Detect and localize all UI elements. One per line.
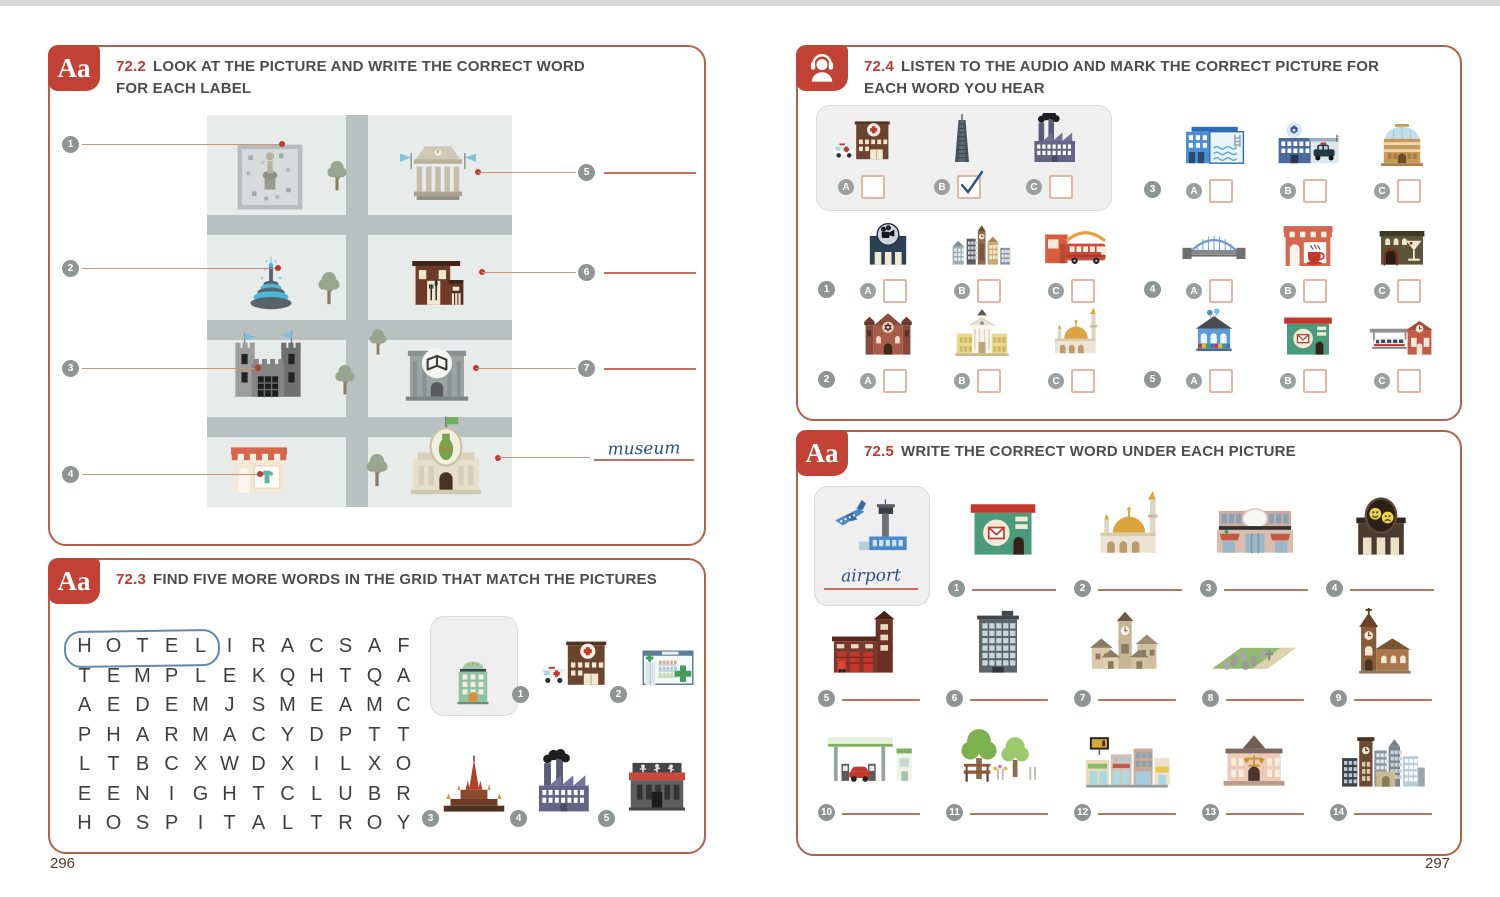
picture-number-3: 3	[1200, 580, 1217, 597]
picture-number-12: 12	[1074, 804, 1091, 821]
grid-letter: S	[135, 812, 150, 834]
grid-letter: T	[368, 723, 381, 746]
grid-letter: U	[338, 782, 353, 805]
grid-letter: O	[105, 812, 122, 834]
skyscraper-icon	[920, 113, 1004, 169]
answer-line-4[interactable]	[82, 474, 260, 475]
checkbox-row1-B[interactable]	[977, 279, 1001, 303]
option-letter-A: A	[860, 373, 876, 389]
grid-letter: M	[134, 664, 151, 687]
grid-letter: H	[222, 782, 237, 805]
badge-label: Aa	[805, 437, 839, 468]
leader-line	[476, 368, 576, 369]
exercise-number: 72.2	[116, 58, 146, 75]
grid-letter: Q	[279, 664, 296, 687]
grid-letter: T	[78, 664, 91, 687]
option-letter-A: A	[838, 179, 854, 195]
option-letter-A: A	[1186, 183, 1202, 199]
answer-line-3[interactable]	[82, 368, 258, 369]
answer-line-12[interactable]	[1098, 813, 1176, 815]
tree-icon	[305, 241, 353, 307]
exercise-72-4-panel	[796, 45, 1462, 421]
grid-letter: B	[135, 753, 150, 775]
town-hall-yellow-icon	[940, 307, 1024, 363]
picture-number-8: 8	[1202, 690, 1219, 707]
factory-icon	[520, 744, 606, 820]
grid-letter: M	[192, 694, 209, 716]
option-letter-C: C	[1374, 283, 1390, 299]
grid-letter: E	[164, 635, 179, 657]
answer-line-14[interactable]	[1354, 813, 1432, 815]
exercise-title: 72.2 LOOK AT THE PICTURE AND WRITE THE CORRECT WORD FOR EACH LABEL	[116, 58, 585, 97]
grid-letter: A	[135, 723, 150, 746]
leader-line	[498, 457, 590, 458]
row-number-3: 3	[1144, 181, 1161, 198]
picture-number-7: 7	[1074, 690, 1091, 707]
leader-line	[482, 272, 576, 273]
grid-letter: I	[197, 812, 204, 834]
grid-letter: A	[280, 635, 295, 657]
grid-letter: M	[279, 694, 296, 716]
row-number-5: 5	[1144, 371, 1161, 388]
checkbox-row2-C[interactable]	[1071, 369, 1095, 393]
picture-number-5: 5	[598, 810, 615, 827]
grid-letter: R	[338, 812, 353, 834]
picture-number-2: 2	[610, 686, 627, 703]
grid-letter: X	[280, 753, 295, 775]
picture-number-6: 6	[946, 690, 963, 707]
pointer-dot	[495, 455, 501, 461]
grid-letter: C	[309, 635, 324, 657]
tree-icon	[315, 131, 359, 193]
grid-letter: C	[251, 723, 266, 746]
pointer-dot	[279, 141, 285, 147]
grid-letter: A	[396, 664, 411, 687]
row-number-1: 1	[818, 281, 835, 298]
mosque-icon	[1076, 490, 1182, 566]
factory-icon	[1012, 113, 1096, 169]
answer-line-2[interactable]	[82, 268, 278, 269]
grid-letter: X	[193, 753, 208, 775]
grid-letter: H	[309, 664, 324, 687]
map-label-2: 2	[62, 260, 79, 277]
checkbox-row4-C[interactable]	[1397, 279, 1421, 303]
grid-letter: H	[77, 812, 92, 834]
checkbox-row3-B[interactable]	[1303, 179, 1327, 203]
badge-label: Aa	[57, 52, 91, 83]
grid-letter: L	[194, 635, 207, 657]
answer-line-6[interactable]	[970, 699, 1048, 701]
grid-letter: L	[339, 753, 352, 775]
picture-number-9: 9	[1330, 690, 1347, 707]
grid-letter: O	[366, 812, 383, 834]
grid-letter: L	[281, 812, 294, 834]
answer-line-4[interactable]	[1350, 589, 1434, 591]
pointer-dot	[275, 265, 281, 271]
picture-number-3: 3	[422, 810, 439, 827]
option-letter-B: B	[954, 373, 970, 389]
option-letter-A: A	[1186, 373, 1202, 389]
circled-word-hotel	[64, 629, 221, 668]
checkbox-row3-C[interactable]	[1397, 179, 1421, 203]
exercise-number: 72.3	[116, 571, 146, 588]
police-station-icon	[1266, 117, 1350, 173]
pointer-dot	[255, 365, 261, 371]
grid-letter: C	[280, 782, 295, 805]
answer-line-1[interactable]	[82, 144, 282, 145]
cinema-icon	[846, 217, 930, 273]
museum-icon	[389, 415, 503, 503]
grid-letter: R	[251, 635, 266, 657]
answer-line-10[interactable]	[842, 813, 920, 815]
option-letter-C: C	[1374, 373, 1390, 389]
map-label-6: 6	[578, 264, 595, 281]
page-number-right: 297	[1425, 855, 1451, 872]
exercise-number: 72.4	[864, 58, 894, 75]
leader-line	[478, 172, 576, 173]
village-icon	[1076, 608, 1176, 684]
option-letter-B: B	[1280, 183, 1296, 199]
grid-letter: T	[107, 753, 120, 775]
answer-line-3[interactable]	[1224, 589, 1308, 591]
pointer-dot	[257, 471, 263, 477]
grid-letter: E	[106, 694, 121, 716]
grid-letter: I	[226, 635, 233, 657]
concert-hall-icon	[1360, 117, 1444, 173]
hospital-icon	[824, 113, 908, 169]
answer-line-2[interactable]	[1098, 589, 1182, 591]
grid-letter: E	[222, 664, 237, 687]
grid-letter: H	[106, 723, 121, 746]
grid-letter: S	[251, 694, 266, 716]
grid-letter: I	[313, 753, 320, 775]
checkbox-row5-A[interactable]	[1209, 369, 1233, 393]
option-letter-C: C	[1048, 283, 1064, 299]
grid-letter: E	[77, 782, 92, 805]
checkbox-row2-A[interactable]	[883, 369, 907, 393]
park-icon	[948, 722, 1048, 798]
picture-number-4: 4	[1326, 580, 1343, 597]
map-label-3: 3	[62, 360, 79, 377]
example-answer-airport: airport	[840, 565, 902, 587]
exercise-number: 72.5	[864, 443, 894, 460]
grid-letter: P	[164, 664, 179, 687]
hotel-icon	[442, 624, 504, 708]
option-letter-B: B	[1280, 373, 1296, 389]
grid-letter: E	[164, 694, 179, 716]
picture-number-1: 1	[948, 580, 965, 597]
checkbox-example-B[interactable]	[957, 175, 981, 199]
theatre-icon	[1328, 490, 1434, 566]
grid-letter: L	[310, 782, 323, 805]
pharmacy-icon	[628, 634, 708, 694]
grid-letter: T	[310, 812, 323, 834]
page-number-left: 296	[50, 855, 76, 872]
answer-line-1[interactable]	[972, 589, 1056, 591]
grid-letter: H	[77, 635, 92, 657]
answer-line-11[interactable]	[970, 813, 1048, 815]
grid-letter: T	[136, 635, 149, 657]
checkbox-row2-B[interactable]	[977, 369, 1001, 393]
grid-letter: E	[309, 694, 324, 716]
petrol-station-icon	[820, 722, 920, 798]
map-label-1: 1	[62, 136, 79, 153]
grid-letter: I	[168, 782, 175, 805]
map-label-4: 4	[62, 466, 79, 483]
checkbox-row5-B[interactable]	[1303, 369, 1327, 393]
law-court-icon	[1204, 722, 1304, 798]
grid-letter: D	[309, 723, 324, 746]
swimming-pool-icon	[1172, 117, 1256, 173]
option-letter-A: A	[1186, 283, 1202, 299]
checkbox-row5-C[interactable]	[1397, 369, 1421, 393]
answer-line-5[interactable]	[842, 699, 920, 701]
fire-station-icon	[820, 608, 920, 684]
city-icon	[1332, 722, 1432, 798]
example-answer-museum: museum	[607, 438, 681, 460]
grid-letter: P	[338, 723, 353, 746]
picture-number-11: 11	[946, 804, 963, 821]
grid-letter: O	[105, 635, 122, 657]
grid-letter: R	[164, 723, 179, 746]
high-street-icon	[1076, 722, 1176, 798]
checkbox-row3-A[interactable]	[1209, 179, 1233, 203]
exercise-title: 72.4 LISTEN TO THE AUDIO AND MARK THE CORRECT PICTURE FOR EACH WORD YOU HEAR	[864, 58, 1380, 97]
playground-icon	[1172, 307, 1256, 363]
option-letter-C: C	[1374, 183, 1390, 199]
picture-number-10: 10	[818, 804, 835, 821]
bridge-icon	[1172, 217, 1256, 273]
picture-number-4: 4	[510, 810, 527, 827]
grid-letter: J	[224, 694, 235, 716]
exercise-72-2-panel	[48, 45, 706, 546]
option-letter-B: B	[954, 283, 970, 299]
bus-station-icon	[1034, 217, 1118, 273]
cafe-icon	[1266, 217, 1350, 273]
town-icon	[940, 217, 1024, 273]
grid-letter: B	[367, 782, 382, 805]
row-number-2: 2	[818, 371, 835, 388]
restaurant-icon	[379, 247, 495, 313]
grid-letter: D	[251, 753, 266, 775]
option-letter-C: C	[1026, 179, 1042, 195]
airport-icon	[826, 494, 916, 562]
grid-letter: A	[367, 635, 382, 657]
picture-number-1: 1	[512, 686, 529, 703]
row-number-4: 4	[1144, 281, 1161, 298]
exercise-72-3-panel	[48, 558, 706, 854]
option-letter-A: A	[860, 283, 876, 299]
grid-letter: M	[366, 694, 383, 716]
checkbox-row1-C[interactable]	[1071, 279, 1095, 303]
option-letter-C: C	[1048, 373, 1064, 389]
answer-line-9[interactable]	[1354, 699, 1432, 701]
grid-letter: A	[338, 694, 353, 716]
picture-number-13: 13	[1202, 804, 1219, 821]
answer-line-8[interactable]	[1226, 699, 1304, 701]
graveyard-icon	[1204, 608, 1304, 684]
checkbox-row4-A[interactable]	[1209, 279, 1233, 303]
grid-letter: D	[135, 694, 150, 716]
map-label-7: 7	[578, 360, 595, 377]
synagogue-icon	[846, 307, 930, 363]
grid-letter: T	[397, 723, 410, 746]
answer-line-5[interactable]	[604, 172, 696, 174]
fountain-icon	[233, 225, 309, 313]
badge-label: Aa	[57, 565, 91, 596]
grid-letter: T	[339, 664, 352, 687]
plaza-icon	[225, 121, 315, 213]
town-map	[207, 115, 512, 507]
town-hall-icon	[375, 137, 501, 211]
grid-letter: X	[367, 753, 382, 775]
picture-number-14: 14	[1330, 804, 1347, 821]
checkbox-row1-A[interactable]	[883, 279, 907, 303]
grid-letter: P	[164, 812, 179, 834]
grid-letter: A	[222, 723, 237, 746]
answer-line-example[interactable]	[594, 459, 694, 461]
post-office-icon	[950, 490, 1056, 566]
train-station-icon	[1360, 307, 1444, 363]
grid-letter: T	[223, 812, 236, 834]
option-letter-B: B	[934, 179, 950, 195]
grid-letter: Y	[396, 812, 411, 834]
option-letter-B: B	[1280, 283, 1296, 299]
grid-letter: R	[396, 782, 411, 805]
answer-line-13[interactable]	[1226, 813, 1304, 815]
grid-letter: L	[78, 753, 91, 775]
grid-letter: A	[251, 812, 266, 834]
grid-letter: E	[106, 782, 121, 805]
mosque-icon	[1034, 307, 1118, 363]
checkbox-example-C[interactable]	[1049, 175, 1073, 199]
checkbox-row4-B[interactable]	[1303, 279, 1327, 303]
answer-line-6[interactable]	[604, 272, 696, 274]
grid-letter: T	[252, 782, 265, 805]
office-block-icon	[948, 608, 1048, 684]
answer-line-7[interactable]	[1098, 699, 1176, 701]
grid-letter: O	[395, 753, 412, 775]
grid-letter: C	[396, 694, 411, 716]
map-label-5: 5	[578, 164, 595, 181]
grid-letter: L	[194, 664, 207, 687]
checkbox-example-A[interactable]	[861, 175, 885, 199]
exercise-72-5-panel	[796, 430, 1462, 856]
shopping-centre-icon	[1202, 490, 1308, 566]
grid-letter: C	[164, 753, 179, 775]
grid-letter: M	[192, 723, 209, 746]
nightclub-icon	[610, 748, 704, 818]
grid-letter: A	[77, 694, 92, 716]
grid-letter: K	[251, 664, 266, 687]
post-office-icon	[1266, 307, 1350, 363]
grid-letter: S	[338, 635, 353, 657]
clothes-shop-icon	[219, 423, 299, 501]
castle-icon	[217, 325, 319, 409]
temple-icon	[432, 746, 516, 820]
answer-line-7[interactable]	[604, 368, 696, 370]
answer-line-example[interactable]	[824, 588, 918, 590]
grid-letter: Q	[366, 664, 383, 687]
bar-icon	[1360, 217, 1444, 273]
exercise-title: 72.5 WRITE THE CORRECT WORD UNDER EACH PICTURE	[864, 443, 1296, 460]
scan-edge	[0, 0, 1500, 6]
grid-letter: P	[77, 723, 92, 746]
grid-letter: N	[135, 782, 150, 805]
grid-letter: F	[397, 635, 410, 657]
church-icon	[1332, 608, 1432, 684]
grid-letter: Y	[280, 723, 295, 746]
picture-number-5: 5	[818, 690, 835, 707]
grid-letter: G	[192, 782, 209, 805]
grid-letter: E	[106, 664, 121, 687]
exercise-title: 72.3 FIND FIVE MORE WORDS IN THE GRID THAT MATCH THE PICTURES	[116, 571, 657, 588]
picture-number-2: 2	[1074, 580, 1091, 597]
grid-letter: W	[220, 753, 239, 775]
